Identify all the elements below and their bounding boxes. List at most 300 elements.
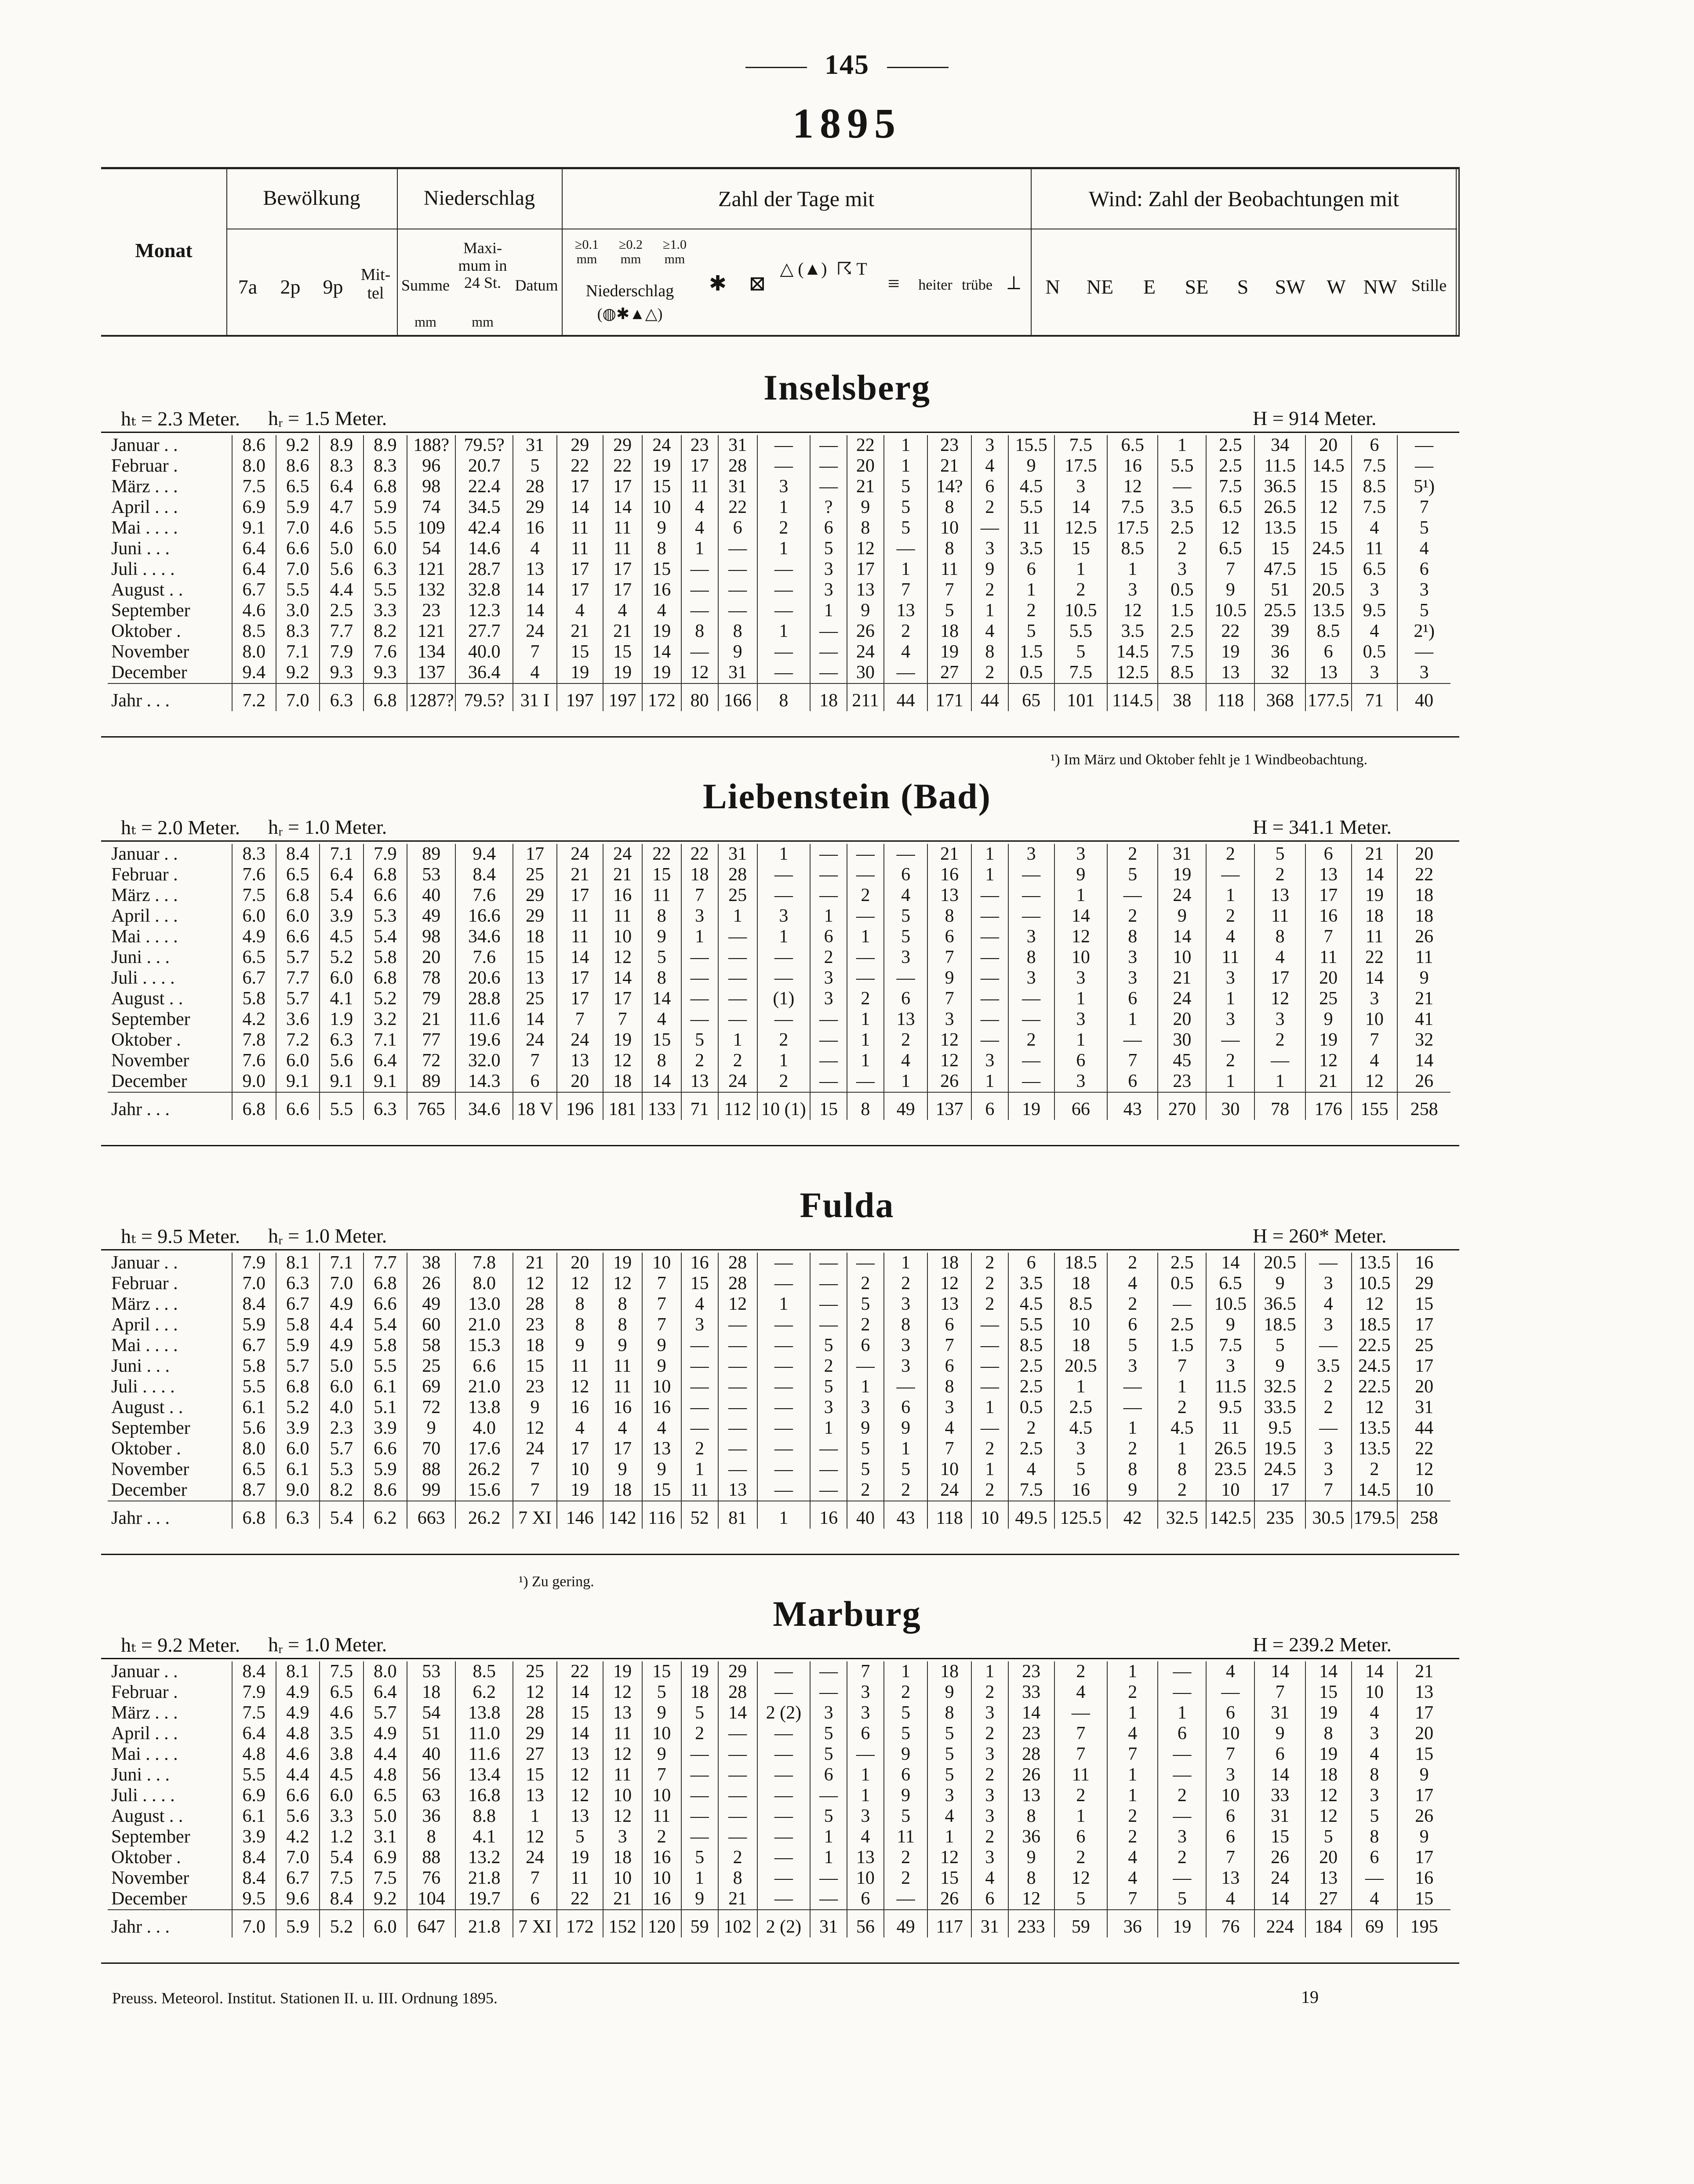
table-cell: — xyxy=(1008,1071,1054,1092)
table-cell: 7.0 xyxy=(320,1273,364,1294)
table-cell: 10 xyxy=(1206,1785,1254,1806)
table-cell: 14 xyxy=(1305,1661,1352,1682)
table-cell: 2.5 xyxy=(1054,1397,1108,1418)
row-label: Oktober . xyxy=(111,1847,181,1868)
table-cell: 4.9 xyxy=(320,1294,364,1315)
table-cell: 184 xyxy=(1305,1910,1352,1937)
table-cell: 9.1 xyxy=(364,1071,407,1092)
table-cell: 1 xyxy=(810,600,847,621)
table-cell: 3.2 xyxy=(364,1009,407,1030)
table-cell: 13.4 xyxy=(455,1765,513,1785)
table-cell: 125.5 xyxy=(1054,1501,1108,1529)
table-cell: — xyxy=(681,580,718,600)
table-row xyxy=(108,865,1450,885)
table-cell: 2 xyxy=(1206,906,1254,927)
table-row xyxy=(108,621,1450,642)
table-cell: 22 xyxy=(1352,947,1398,968)
table-cell: 72 xyxy=(407,1397,455,1418)
table-cell: 13.8 xyxy=(455,1703,513,1723)
table-cell: 1 xyxy=(810,906,847,927)
table-cell: 17 xyxy=(603,1439,642,1459)
table-cell: — xyxy=(971,1356,1008,1377)
table-cell: 18 xyxy=(513,927,557,947)
table-cell: — xyxy=(681,642,718,662)
table-cell: 7.2 xyxy=(232,683,276,711)
table-cell: 5.9 xyxy=(276,1910,320,1937)
table-cell: 8.4 xyxy=(232,1868,276,1889)
table-cell: — xyxy=(1305,1418,1352,1439)
table-cell: 5.9 xyxy=(232,1315,276,1335)
row-label: Januar . . xyxy=(111,435,178,455)
table-cell: 31 xyxy=(718,435,757,456)
table-cell: 4 xyxy=(681,518,718,538)
table-cell: 26 xyxy=(1397,927,1450,947)
table-cell: 3 xyxy=(1206,1765,1254,1785)
row-label: März . . . xyxy=(111,1703,178,1723)
table-cell: 4 xyxy=(681,497,718,518)
table-cell: — xyxy=(810,1459,847,1480)
table-cell: 18 xyxy=(1305,1765,1352,1785)
table-cell: — xyxy=(757,435,811,456)
table-cell: 1 xyxy=(971,1397,1008,1418)
table-cell: 13.8 xyxy=(455,1397,513,1418)
column-header xyxy=(101,167,1459,336)
table-cell: 7 xyxy=(927,947,971,968)
table-cell: 3 xyxy=(971,435,1008,456)
table-cell: 21 xyxy=(407,1009,455,1030)
header-wind: Wind: Zahl der Beobachtungen mit xyxy=(1088,186,1400,211)
table-cell: 4 xyxy=(1305,1294,1352,1315)
table-cell: 15 xyxy=(557,642,603,662)
table-cell: — xyxy=(757,1439,811,1459)
table-cell: 11 xyxy=(1254,906,1305,927)
table-cell: 7.5 xyxy=(232,1703,276,1723)
table-cell: 224 xyxy=(1254,1910,1305,1937)
station-title: Marburg xyxy=(773,1594,921,1634)
table-cell: 5 xyxy=(884,1459,928,1480)
table-cell: 12 xyxy=(1305,1806,1352,1827)
table-cell: — xyxy=(757,1661,811,1682)
table-cell: 5.9 xyxy=(276,1335,320,1356)
table-cell: 7.9 xyxy=(320,642,364,662)
table-cell: 3 xyxy=(927,1009,971,1030)
table-cell: 2 xyxy=(1054,1847,1108,1868)
table-cell: 59 xyxy=(1054,1910,1108,1937)
table-cell: 3 xyxy=(971,1785,1008,1806)
table-cell: 9 xyxy=(1397,968,1450,988)
table-cell: 2 xyxy=(971,1294,1008,1315)
header-bew-9p: 9p xyxy=(323,276,343,298)
table-cell: 39 xyxy=(1254,621,1305,642)
table-row xyxy=(108,518,1450,538)
table-cell: 14 xyxy=(1158,927,1206,947)
station-footnote: ¹) Im März und Oktober fehlt je 1 Windbeobachtung. xyxy=(1051,752,1368,768)
table-cell: 20.7 xyxy=(455,456,513,476)
table-cell: — xyxy=(681,1335,718,1356)
table-cell: 2 xyxy=(971,1253,1008,1273)
table-cell: 188? xyxy=(407,435,455,456)
table-row xyxy=(108,435,1450,456)
table-cell: 6.0 xyxy=(320,1785,364,1806)
table-cell: 16 xyxy=(642,1397,681,1418)
table-cell: 6.5 xyxy=(232,1459,276,1480)
table-cell: 7 xyxy=(642,1294,681,1315)
table-cell: 29 xyxy=(1397,1273,1450,1294)
row-label: März . . . xyxy=(111,885,178,905)
table-cell: 36.5 xyxy=(1254,1294,1305,1315)
table-cell: 10 xyxy=(603,1868,642,1889)
table-cell: 5.5 xyxy=(232,1377,276,1397)
table-cell: 3 xyxy=(681,906,718,927)
table-cell: 6.8 xyxy=(232,1501,276,1529)
table-cell: 8 xyxy=(884,1315,928,1335)
table-cell: — xyxy=(718,988,757,1009)
table-cell: — xyxy=(757,1377,811,1397)
table-cell: 2¹) xyxy=(1397,621,1450,642)
table-cell: 19 xyxy=(1305,1703,1352,1723)
table-cell: 3.3 xyxy=(364,600,407,621)
table-cell: 197 xyxy=(557,683,603,711)
table-row xyxy=(108,844,1450,865)
table-row xyxy=(108,456,1450,476)
table-cell: 4 xyxy=(1206,1889,1254,1910)
table-cell: 3 xyxy=(1158,559,1206,580)
table-cell: 17 xyxy=(1254,1480,1305,1501)
table-cell: 32.5 xyxy=(1158,1501,1206,1529)
table-cell: 3.8 xyxy=(320,1744,364,1765)
table-row xyxy=(108,1009,1450,1030)
table-cell: — xyxy=(681,1806,718,1827)
table-cell: 9 xyxy=(513,1397,557,1418)
table-cell: 8 xyxy=(847,1092,884,1120)
table-cell: 1.5 xyxy=(1008,642,1054,662)
table-cell: 43 xyxy=(1107,1092,1158,1120)
table-cell: 1 xyxy=(757,497,811,518)
table-cell: 8.6 xyxy=(276,456,320,476)
table-cell: 17 xyxy=(557,580,603,600)
table-cell: 6.1 xyxy=(276,1459,320,1480)
table-cell: 5.0 xyxy=(320,1356,364,1377)
table-cell: 2 xyxy=(1305,1377,1352,1397)
table-cell: 9 xyxy=(884,1418,928,1439)
table-cell: 2 xyxy=(718,1050,757,1071)
table-cell: 49 xyxy=(407,1294,455,1315)
table-cell: 9 xyxy=(1054,865,1108,885)
table-cell: 9 xyxy=(603,1459,642,1480)
table-cell: — xyxy=(718,1397,757,1418)
table-cell: 9 xyxy=(557,1335,603,1356)
table-cell: 3.5 xyxy=(320,1723,364,1744)
table-cell: 5.4 xyxy=(364,927,407,947)
table-cell: 5 xyxy=(1397,600,1450,621)
table-cell: — xyxy=(810,1294,847,1315)
header-bew-mittel: Mit-tel xyxy=(360,265,391,302)
table-cell: 4.6 xyxy=(320,518,364,538)
table-cell: 13.5 xyxy=(1352,1439,1398,1459)
table-cell: 8.5 xyxy=(1305,621,1352,642)
table-cell: 8 xyxy=(1305,1723,1352,1744)
table-cell: 5.9 xyxy=(276,497,320,518)
row-label: November xyxy=(111,642,189,662)
table-cell: 32.8 xyxy=(455,580,513,600)
station-table xyxy=(108,435,1450,711)
table-cell: 7 xyxy=(927,1439,971,1459)
table-cell: 26.5 xyxy=(1254,497,1305,518)
table-cell: 24 xyxy=(513,1847,557,1868)
table-cell: 31 xyxy=(718,662,757,683)
table-cell: 1.5 xyxy=(1158,600,1206,621)
table-cell: 3 xyxy=(1352,662,1398,683)
table-cell: 6 xyxy=(847,1723,884,1744)
table-cell: 7 xyxy=(642,1765,681,1785)
table-cell: 36 xyxy=(1008,1827,1054,1847)
table-cell: 121 xyxy=(407,559,455,580)
table-cell: 8 xyxy=(927,497,971,518)
table-cell: 8.9 xyxy=(364,435,407,456)
table-cell: 4.9 xyxy=(364,1723,407,1744)
table-cell: 7 xyxy=(1305,927,1352,947)
table-cell: 5.2 xyxy=(320,947,364,968)
table-row xyxy=(108,1050,1450,1071)
header-wind-stille: Stille xyxy=(1411,276,1447,295)
table-cell: 2 xyxy=(1008,1030,1054,1050)
table-cell: 2 xyxy=(971,580,1008,600)
table-cell: 4.4 xyxy=(364,1744,407,1765)
table-cell: — xyxy=(810,1071,847,1092)
table-cell: 26 xyxy=(927,1071,971,1092)
table-cell: 9.5 xyxy=(1254,1418,1305,1439)
table-cell: 4 xyxy=(1107,1847,1158,1868)
table-cell: 6.9 xyxy=(364,1847,407,1868)
table-cell: — xyxy=(757,1459,811,1480)
table-cell: 5.5 xyxy=(1158,456,1206,476)
table-cell: — xyxy=(884,538,928,559)
footer-publisher: Preuss. Meteorol. Institut. Stationen II. u. III. Ordnung 1895. xyxy=(112,1989,498,2007)
table-cell: 32.5 xyxy=(1254,1377,1305,1397)
table-cell: — xyxy=(681,1397,718,1418)
header-wind-w: W xyxy=(1327,276,1346,298)
header-tage-truebe: trübe xyxy=(962,277,992,293)
table-cell: 6.8 xyxy=(364,683,407,711)
table-cell: 6.0 xyxy=(320,968,364,988)
table-cell: 1 xyxy=(884,456,928,476)
table-cell: 6.7 xyxy=(232,968,276,988)
table-cell: 7 XI xyxy=(513,1501,557,1529)
table-cell: 8.3 xyxy=(276,621,320,642)
station-table xyxy=(108,844,1450,1120)
table-cell: 13 xyxy=(1305,662,1352,683)
table-cell: 6 xyxy=(1206,1703,1254,1723)
station-footnote: ¹) Zu gering. xyxy=(519,1573,594,1590)
table-cell: 2 xyxy=(884,1480,928,1501)
table-cell: 11 xyxy=(603,1723,642,1744)
table-cell: 14.5 xyxy=(1305,456,1352,476)
table-cell: 24 xyxy=(718,1071,757,1092)
header-wind-ne: NE xyxy=(1086,276,1114,298)
row-label: Mai . . . . xyxy=(111,1744,178,1764)
table-cell: 4.8 xyxy=(364,1765,407,1785)
table-cell: 20 xyxy=(1158,1009,1206,1030)
table-cell: 6.6 xyxy=(276,927,320,947)
table-cell: 2 xyxy=(884,1030,928,1050)
table-cell: 5 xyxy=(810,1806,847,1827)
table-cell: 9 xyxy=(1397,1765,1450,1785)
table-cell: 10 xyxy=(1352,1682,1398,1703)
table-cell: 20.5 xyxy=(1254,1253,1305,1273)
table-cell: 18 xyxy=(810,683,847,711)
table-cell: 5.3 xyxy=(364,906,407,927)
table-cell: 9 xyxy=(971,559,1008,580)
table-cell: 2 xyxy=(971,1682,1008,1703)
table-cell: — xyxy=(810,1480,847,1501)
table-cell: 5 xyxy=(884,1723,928,1744)
table-cell: 11 xyxy=(1008,518,1054,538)
page-number-text: 145 xyxy=(825,49,869,80)
table-cell: 25 xyxy=(407,1356,455,1377)
table-cell: 5.0 xyxy=(364,1806,407,1827)
table-cell: 6.4 xyxy=(232,1723,276,1744)
table-cell: 197 xyxy=(603,683,642,711)
row-label: Februar . xyxy=(111,1273,178,1294)
table-cell: 15 xyxy=(1305,559,1352,580)
table-cell: 7.1 xyxy=(320,1253,364,1273)
table-cell: 12 xyxy=(1107,476,1158,497)
table-cell: 8.8 xyxy=(455,1806,513,1827)
table-cell: 14 xyxy=(557,497,603,518)
table-cell: 16.6 xyxy=(455,906,513,927)
table-cell: — xyxy=(757,1253,811,1273)
table-cell: 19 xyxy=(603,1030,642,1050)
table-cell: 15 xyxy=(1305,476,1352,497)
table-cell: 11 xyxy=(1352,927,1398,947)
table-cell: 9 xyxy=(1254,1356,1305,1377)
table-row xyxy=(108,1439,1450,1459)
table-cell: 9.1 xyxy=(276,1071,320,1092)
table-cell: 12 xyxy=(927,1030,971,1050)
table-cell: 31 xyxy=(1397,1397,1450,1418)
table-cell: 24.5 xyxy=(1305,538,1352,559)
table-row xyxy=(108,906,1450,927)
table-cell: 2.5 xyxy=(1206,456,1254,476)
table-cell: 96 xyxy=(407,456,455,476)
table-cell: 9 xyxy=(847,497,884,518)
table-cell: 4 xyxy=(603,1418,642,1439)
table-cell: 16.8 xyxy=(455,1785,513,1806)
table-cell: 6.5 xyxy=(1107,435,1158,456)
table-cell: — xyxy=(810,1050,847,1071)
table-cell: 24 xyxy=(927,1480,971,1501)
table-cell: 8.0 xyxy=(232,642,276,662)
table-cell: 7 xyxy=(1107,1744,1158,1765)
table-cell: 7 xyxy=(681,885,718,906)
table-cell: 6.8 xyxy=(364,1273,407,1294)
table-cell: 195 xyxy=(1397,1910,1450,1937)
table-row xyxy=(108,1418,1450,1439)
table-cell: 53 xyxy=(407,1661,455,1682)
table-cell: — xyxy=(810,456,847,476)
table-cell: 5 xyxy=(927,600,971,621)
table-cell: 13 xyxy=(1305,865,1352,885)
table-cell: 11 xyxy=(557,518,603,538)
table-cell: 116 xyxy=(642,1501,681,1529)
table-cell: 21 xyxy=(927,456,971,476)
table-cell: 16 xyxy=(927,865,971,885)
table-cell: 9 xyxy=(642,927,681,947)
table-row xyxy=(108,1806,1450,1827)
year-total-row xyxy=(108,1501,1450,1529)
table-cell: 5.0 xyxy=(320,538,364,559)
table-cell: 12 xyxy=(513,1682,557,1703)
station-hr: hᵣ = 1.0 Meter. xyxy=(268,816,387,838)
table-cell: 2 xyxy=(810,947,847,968)
table-cell: 4.4 xyxy=(276,1765,320,1785)
table-cell: 13.5 xyxy=(1352,1253,1398,1273)
row-label: April . . . xyxy=(111,1315,178,1335)
table-cell: 1 xyxy=(810,1827,847,1847)
table-cell: 117 xyxy=(927,1910,971,1937)
table-cell: 5.9 xyxy=(364,497,407,518)
table-cell: 10 xyxy=(642,497,681,518)
header-tage-fog-icon: ≡ xyxy=(887,272,900,295)
table-cell: 12 xyxy=(1305,497,1352,518)
table-cell: 15 xyxy=(1397,1294,1450,1315)
table-cell: 4.2 xyxy=(232,1009,276,1030)
table-cell: 18 xyxy=(1397,885,1450,906)
table-cell: 3 xyxy=(884,1294,928,1315)
table-cell: 6 xyxy=(847,1335,884,1356)
table-cell: 12 xyxy=(1305,1050,1352,1071)
table-cell: 25 xyxy=(1397,1335,1450,1356)
table-cell: 1 xyxy=(971,865,1008,885)
table-cell: 15 xyxy=(1254,538,1305,559)
row-label: Jahr . . . xyxy=(108,1092,232,1120)
table-cell: 8 xyxy=(642,1050,681,1071)
table-cell: 15 xyxy=(557,1703,603,1723)
table-cell: 18 xyxy=(603,1480,642,1501)
table-cell: — xyxy=(681,968,718,988)
table-cell: 24 xyxy=(642,435,681,456)
table-cell: 10 xyxy=(1054,947,1108,968)
table-cell: 2 xyxy=(884,621,928,642)
table-cell: 6 xyxy=(971,1889,1008,1910)
header-wind-sw: SW xyxy=(1275,276,1305,298)
table-cell: 6.1 xyxy=(232,1806,276,1827)
table-cell: 3 xyxy=(757,476,811,497)
table-cell: 6.0 xyxy=(364,1910,407,1937)
row-label: Juni . . . xyxy=(111,947,170,967)
table-cell: — xyxy=(884,1889,928,1910)
table-cell: 40 xyxy=(407,1744,455,1765)
table-cell: 51 xyxy=(1254,580,1305,600)
table-cell: 4 xyxy=(927,1418,971,1439)
table-cell: 112 xyxy=(718,1092,757,1120)
table-cell: 5 xyxy=(557,1827,603,1847)
table-cell: 5.4 xyxy=(320,1847,364,1868)
table-cell: 1 xyxy=(1054,1806,1108,1827)
table-cell: 21.0 xyxy=(455,1315,513,1335)
table-cell: 0.5 xyxy=(1352,642,1398,662)
table-cell: 6.5 xyxy=(1352,559,1398,580)
table-cell: 2 (2) xyxy=(757,1910,811,1937)
table-cell: — xyxy=(810,1661,847,1682)
table-cell: 3 xyxy=(1305,1459,1352,1480)
table-cell: 10 xyxy=(642,1253,681,1273)
table-cell: 24.5 xyxy=(1254,1459,1305,1480)
table-cell: 9 xyxy=(1397,1827,1450,1847)
table-cell: — xyxy=(757,1868,811,1889)
table-cell: 8.2 xyxy=(320,1480,364,1501)
table-cell: 16 xyxy=(1305,906,1352,927)
